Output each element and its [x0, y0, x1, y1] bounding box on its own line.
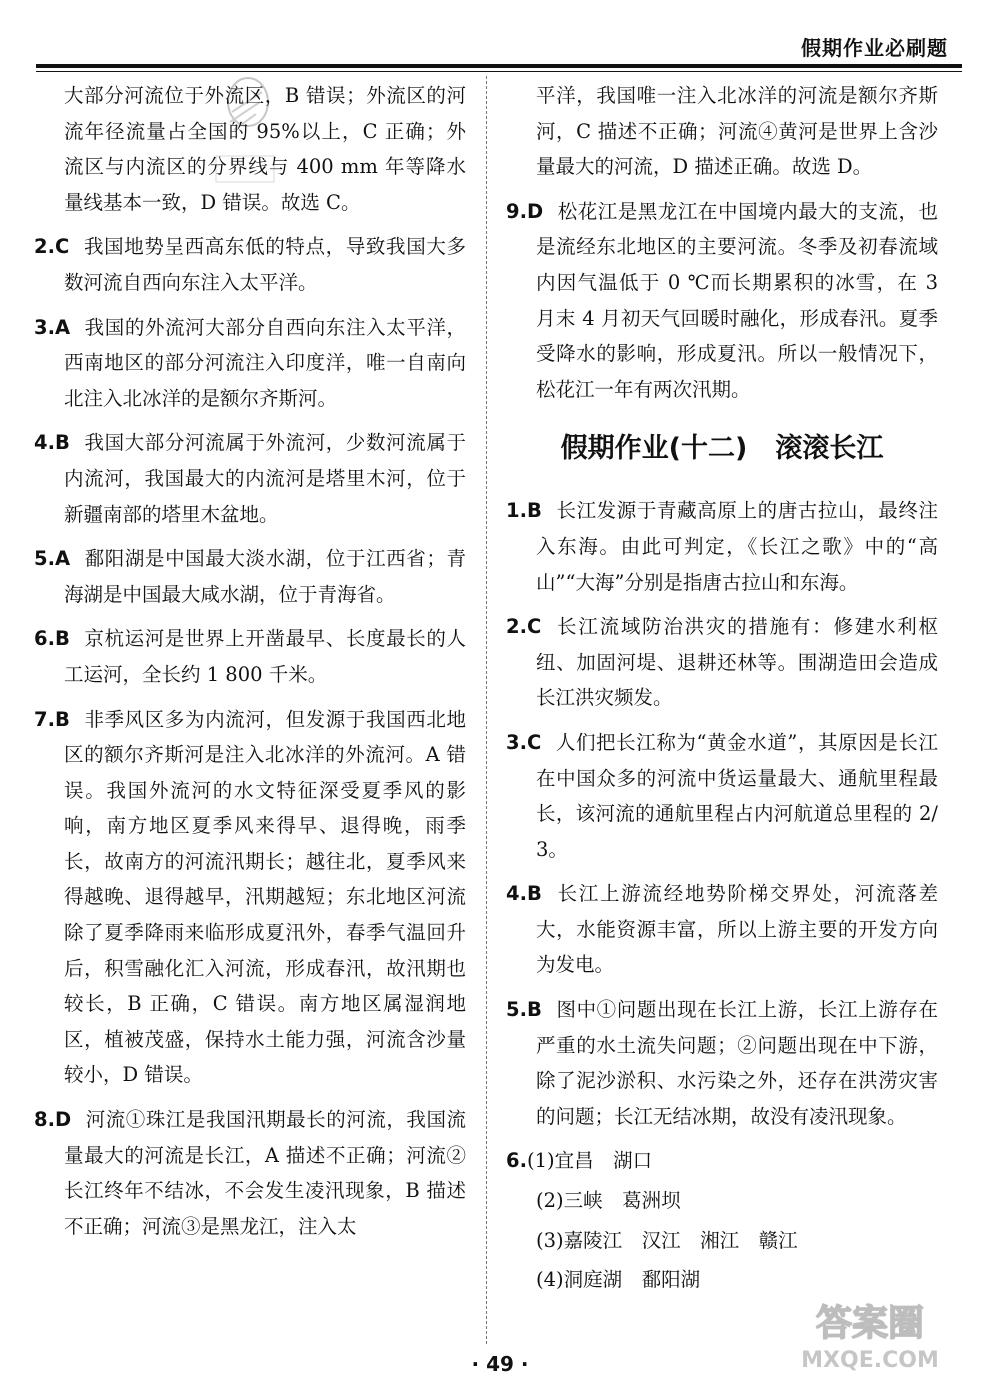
answer-number: 2.C — [34, 235, 70, 259]
answer-text: 我国地势呈西高东低的特点，导致我国大多数河流自西向东注入太平洋。 — [64, 235, 466, 294]
answer-item — [506, 876, 938, 983]
answer-text: 我国大部分河流属于外流河，少数河流属于内流河，我国最大的内流河是塔里木河，位于新疆南部的塔里木盆地。 — [64, 431, 466, 526]
answer-item — [34, 702, 466, 1094]
answer-number: 2.C — [506, 615, 542, 639]
answer-text: 平洋，我国唯一注入北冰洋的河流是额尔齐斯河，C 描述不正确；河流④黄河是世界上含沙量最大的河流，D 描述正确。故选 D。 — [536, 84, 938, 179]
column-divider — [486, 76, 487, 1344]
answer-number: 7.B — [34, 707, 70, 731]
answer-item — [34, 1102, 466, 1244]
answer-text: 长江发源于青藏高原上的唐古拉山，最终注入东海。由此可判定，《长江之歌》中的“高山”“大海”分别是指唐古拉山和东海。 — [536, 499, 938, 594]
answer-subpart: (3)嘉陵江 汉江 湘江 赣江 — [536, 1228, 798, 1252]
answer-number: 4.B — [506, 882, 542, 906]
answer-text: 图中①问题出现在长江上游，长江上游存在严重的水土流失问题；②问题出现在中下游，除了泥沙淤积、水污染之外，还存在洪涝灾害的问题；长江无结冰期，故没有凌汛现象。 — [536, 998, 938, 1128]
answer-text: 长江上游流经地势阶梯交界处，河流落差大，水能资源丰富，所以上游主要的开发方向为发电。 — [536, 882, 938, 977]
answer-item — [506, 725, 938, 867]
answer-number: 3.A — [34, 315, 71, 339]
answer-subpart: (1)宜昌 湖口 — [526, 1149, 653, 1173]
watermark-line2: MXQE.COM — [801, 1348, 939, 1373]
answer-text: 大部分河流位于外流区，B 错误；外流区的河流年径流量占全国的 95%以上，C 正确；外流区与内流区的分界线与 400 mm 年等降水量线基本一致，D 错误。故选 C。 — [64, 84, 466, 214]
answer-text: 京杭运河是世界上开凿最早、长度最长的人工运河，全长约 1 800 千米。 — [64, 627, 466, 686]
answer-item-6 — [506, 1143, 938, 1179]
answer-item — [506, 493, 938, 600]
answer-text: 河流①珠江是我国汛期最长的河流，我国流量最大的河流是长江，A 描述不正确；河流②长江终年不结冰，不会发生凌汛现象，B 描述不正确；河流③是黑龙江，注入太 — [64, 1108, 466, 1238]
answer-item — [34, 229, 466, 300]
answer-number: 9.D — [506, 199, 544, 223]
answer-subpart-row — [506, 1223, 938, 1259]
answer-subpart-row — [506, 1262, 938, 1298]
section-title — [506, 429, 938, 469]
answer-number: 6. — [506, 1149, 527, 1173]
answer-item — [34, 310, 466, 417]
answer-subpart: (2)三峡 葛洲坝 — [536, 1189, 681, 1213]
header-rule-thin — [36, 71, 962, 72]
section-title-part1: 假期作业(十二) — [560, 433, 748, 465]
answer-text: 我国的外流河大部分自西向东注入太平洋，西南地区的部分河流注入印度洋，唯一自南向北注入北冰洋的是额尔齐斯河。 — [64, 315, 466, 410]
answer-number: 5.B — [506, 998, 542, 1022]
answer-text: 松花江是黑龙江在中国境内最大的支流，也是流经东北地区的主要河流。冬季及初春流域内因气温低于 0 ℃而长期累积的冰雪，在 3 月末 4 月初天气回暖时融化，形成春汛。夏季受降水的影响，形成夏汛。所以一般情况下，松花江一年有两次汛期。 — [536, 199, 938, 401]
answer-subpart-row — [506, 1183, 938, 1219]
section-title-part2: 滚滚长江 — [775, 433, 884, 465]
answer-subpart: (4)洞庭湖 鄱阳湖 — [536, 1268, 701, 1292]
answer-text: 长江流域防治洪灾的措施有：修建水利枢纽、加固河堤、退耕还林等。围湖造田会造成长江洪灾频发。 — [536, 615, 938, 710]
answer-item — [34, 425, 466, 532]
page-number: · 49 · — [471, 1352, 529, 1376]
header-title: 假期作业必刷题 — [801, 36, 948, 60]
answer-number: 4.B — [34, 431, 70, 455]
answer-number: 1.B — [506, 499, 542, 523]
answer-item — [506, 609, 938, 716]
answer-number: 8.D — [34, 1108, 72, 1132]
watermark-line1: 答案圈 — [815, 1303, 925, 1344]
answer-item — [506, 992, 938, 1134]
answer-number: 5.A — [34, 547, 71, 571]
answer-continued — [506, 78, 938, 185]
answer-item — [34, 621, 466, 692]
answer-number: 6.B — [34, 627, 70, 651]
header-rule-thick — [36, 64, 962, 68]
answer-continued — [34, 78, 466, 220]
answer-item — [34, 541, 466, 612]
answer-text: 非季风区多为内流河，但发源于我国西北地区的额尔齐斯河是注入北冰洋的外流河。A 错误。我国外流河的水文特征深受夏季风的影响，南方地区夏季风来得早、退得晚，雨季长，故南方的河流汛期长；越往北，夏季风来得越晚、退得越早，汛期越短；东北地区河流除了夏季降雨来临形成夏汛外，春季气温回升后，积雪融化汇入河流，形成春汛，故汛期也较长，B 正确，C 错误。南方地区属湿润地区，植被茂盛，保持水土能力强，河流含沙量较小，D 错误。 — [64, 707, 466, 1087]
answer-text: 人们把长江称为“黄金水道”，其原因是长江在中国众多的河流中货运量最大、通航里程最长，该河流的通航里程占内河航道总里程的 2/3。 — [536, 730, 938, 861]
answer-number: 3.C — [506, 730, 542, 754]
left-column — [34, 78, 466, 1253]
right-column — [506, 78, 938, 1302]
answer-item — [506, 194, 938, 408]
answer-text: 鄱阳湖是中国最大淡水湖，位于江西省；青海湖是中国最大咸水湖，位于青海省。 — [64, 547, 466, 606]
